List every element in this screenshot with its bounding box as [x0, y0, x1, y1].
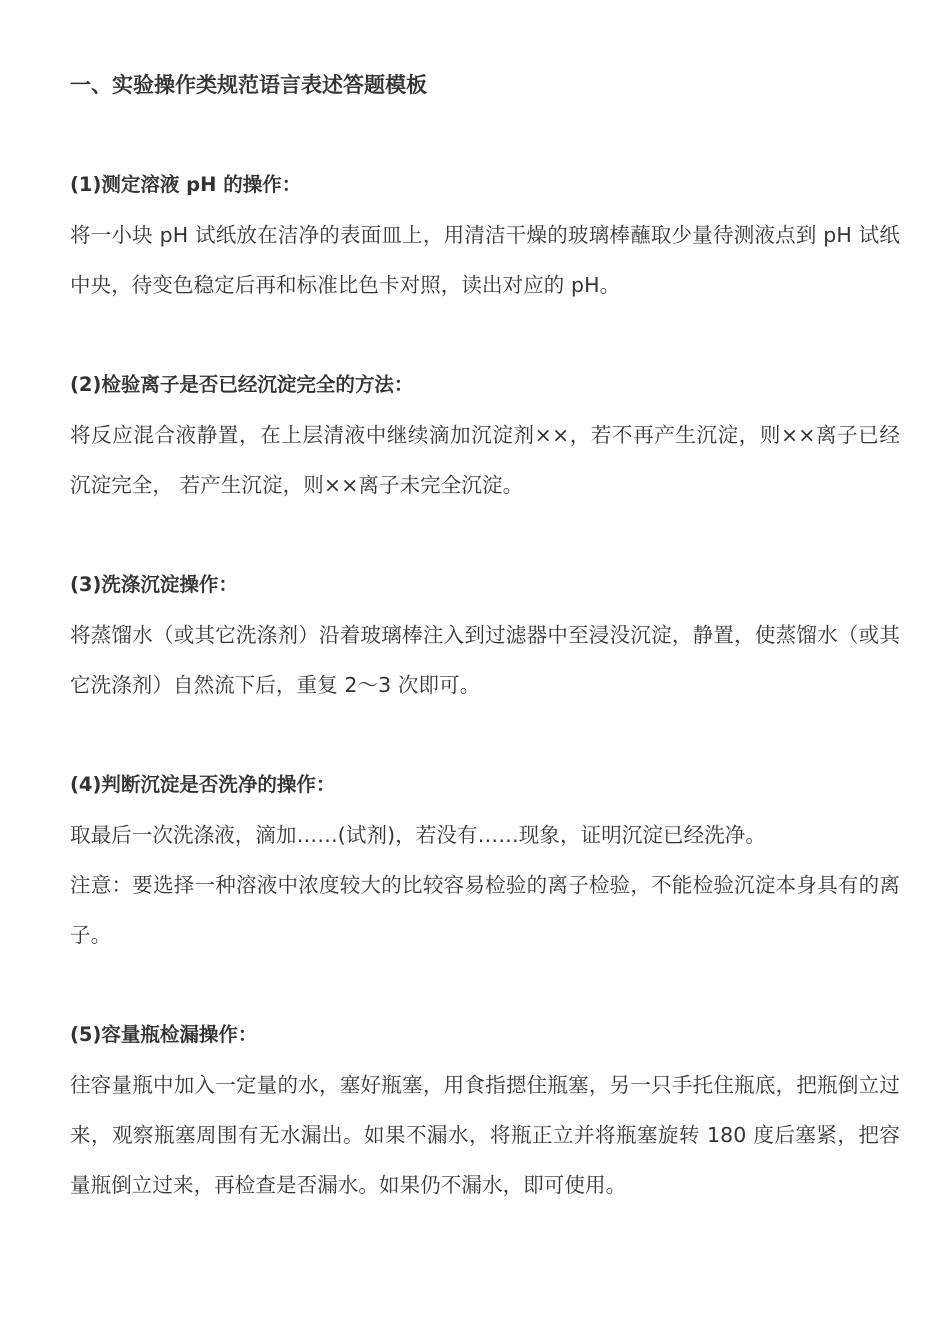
section-paragraph: 将蒸馏水（或其它洗涤剂）沿着玻璃棒注入到过滤器中至浸没沉淀，静置，使蒸馏水（或其它洗涤剂）自然流下后，重复 2～3 次即可。 — [70, 623, 900, 697]
section-4-check-washed — [70, 760, 900, 960]
document-title: 一、实验操作类规范语言表述答题模板 — [70, 73, 427, 97]
section-paragraph: 取最后一次洗涤液，滴加……(试剂)，若没有……现象，证明沉淀已经洗净。 — [70, 823, 766, 847]
section-heading: (2)检验离子是否已经沉淀完全的方法： — [70, 373, 414, 396]
section-spacer — [70, 310, 900, 360]
section-1-ph-measurement — [70, 160, 900, 310]
section-5-flask-leak-check — [70, 1010, 900, 1210]
document-page — [70, 60, 900, 1210]
section-paragraph: 将一小块 pH 试纸放在洁净的表面皿上，用清洁干燥的玻璃棒蘸取少量待测液点到 pH 试纸中央，待变色稳定后再和标准比色卡对照，读出对应的 pH。 — [70, 223, 900, 297]
section-spacer — [70, 710, 900, 760]
section-paragraph: 往容量瓶中加入一定量的水，塞好瓶塞，用食指摁住瓶塞，另一只手托住瓶底，把瓶倒立过来，观察瓶塞周围有无水漏出。如果不漏水，将瓶正立并将瓶塞旋转 180 度后塞紧，把容量瓶倒立过来，再检查是否漏水。如果仍不漏水，即可使用。 — [70, 1073, 900, 1197]
section-spacer — [70, 960, 900, 1010]
section-note: 注意：要选择一种溶液中浓度较大的比较容易检验的离子检验，不能检验沉淀本身具有的离子。 — [70, 873, 900, 947]
section-heading: (4)判断沉淀是否洗净的操作： — [70, 773, 336, 796]
section-paragraph: 将反应混合液静置，在上层清液中继续滴加沉淀剂××，若不再产生沉淀，则××离子已经沉淀完全， 若产生沉淀，则××离子未完全沉淀。 — [70, 423, 900, 497]
section-2-precipitation-complete — [70, 360, 900, 510]
section-heading: (3)洗涤沉淀操作： — [70, 573, 238, 596]
section-heading: (5)容量瓶检漏操作： — [70, 1023, 258, 1046]
section-spacer — [70, 510, 900, 560]
section-heading: (1)测定溶液 pH 的操作： — [70, 173, 302, 196]
section-3-wash-precipitate — [70, 560, 900, 710]
